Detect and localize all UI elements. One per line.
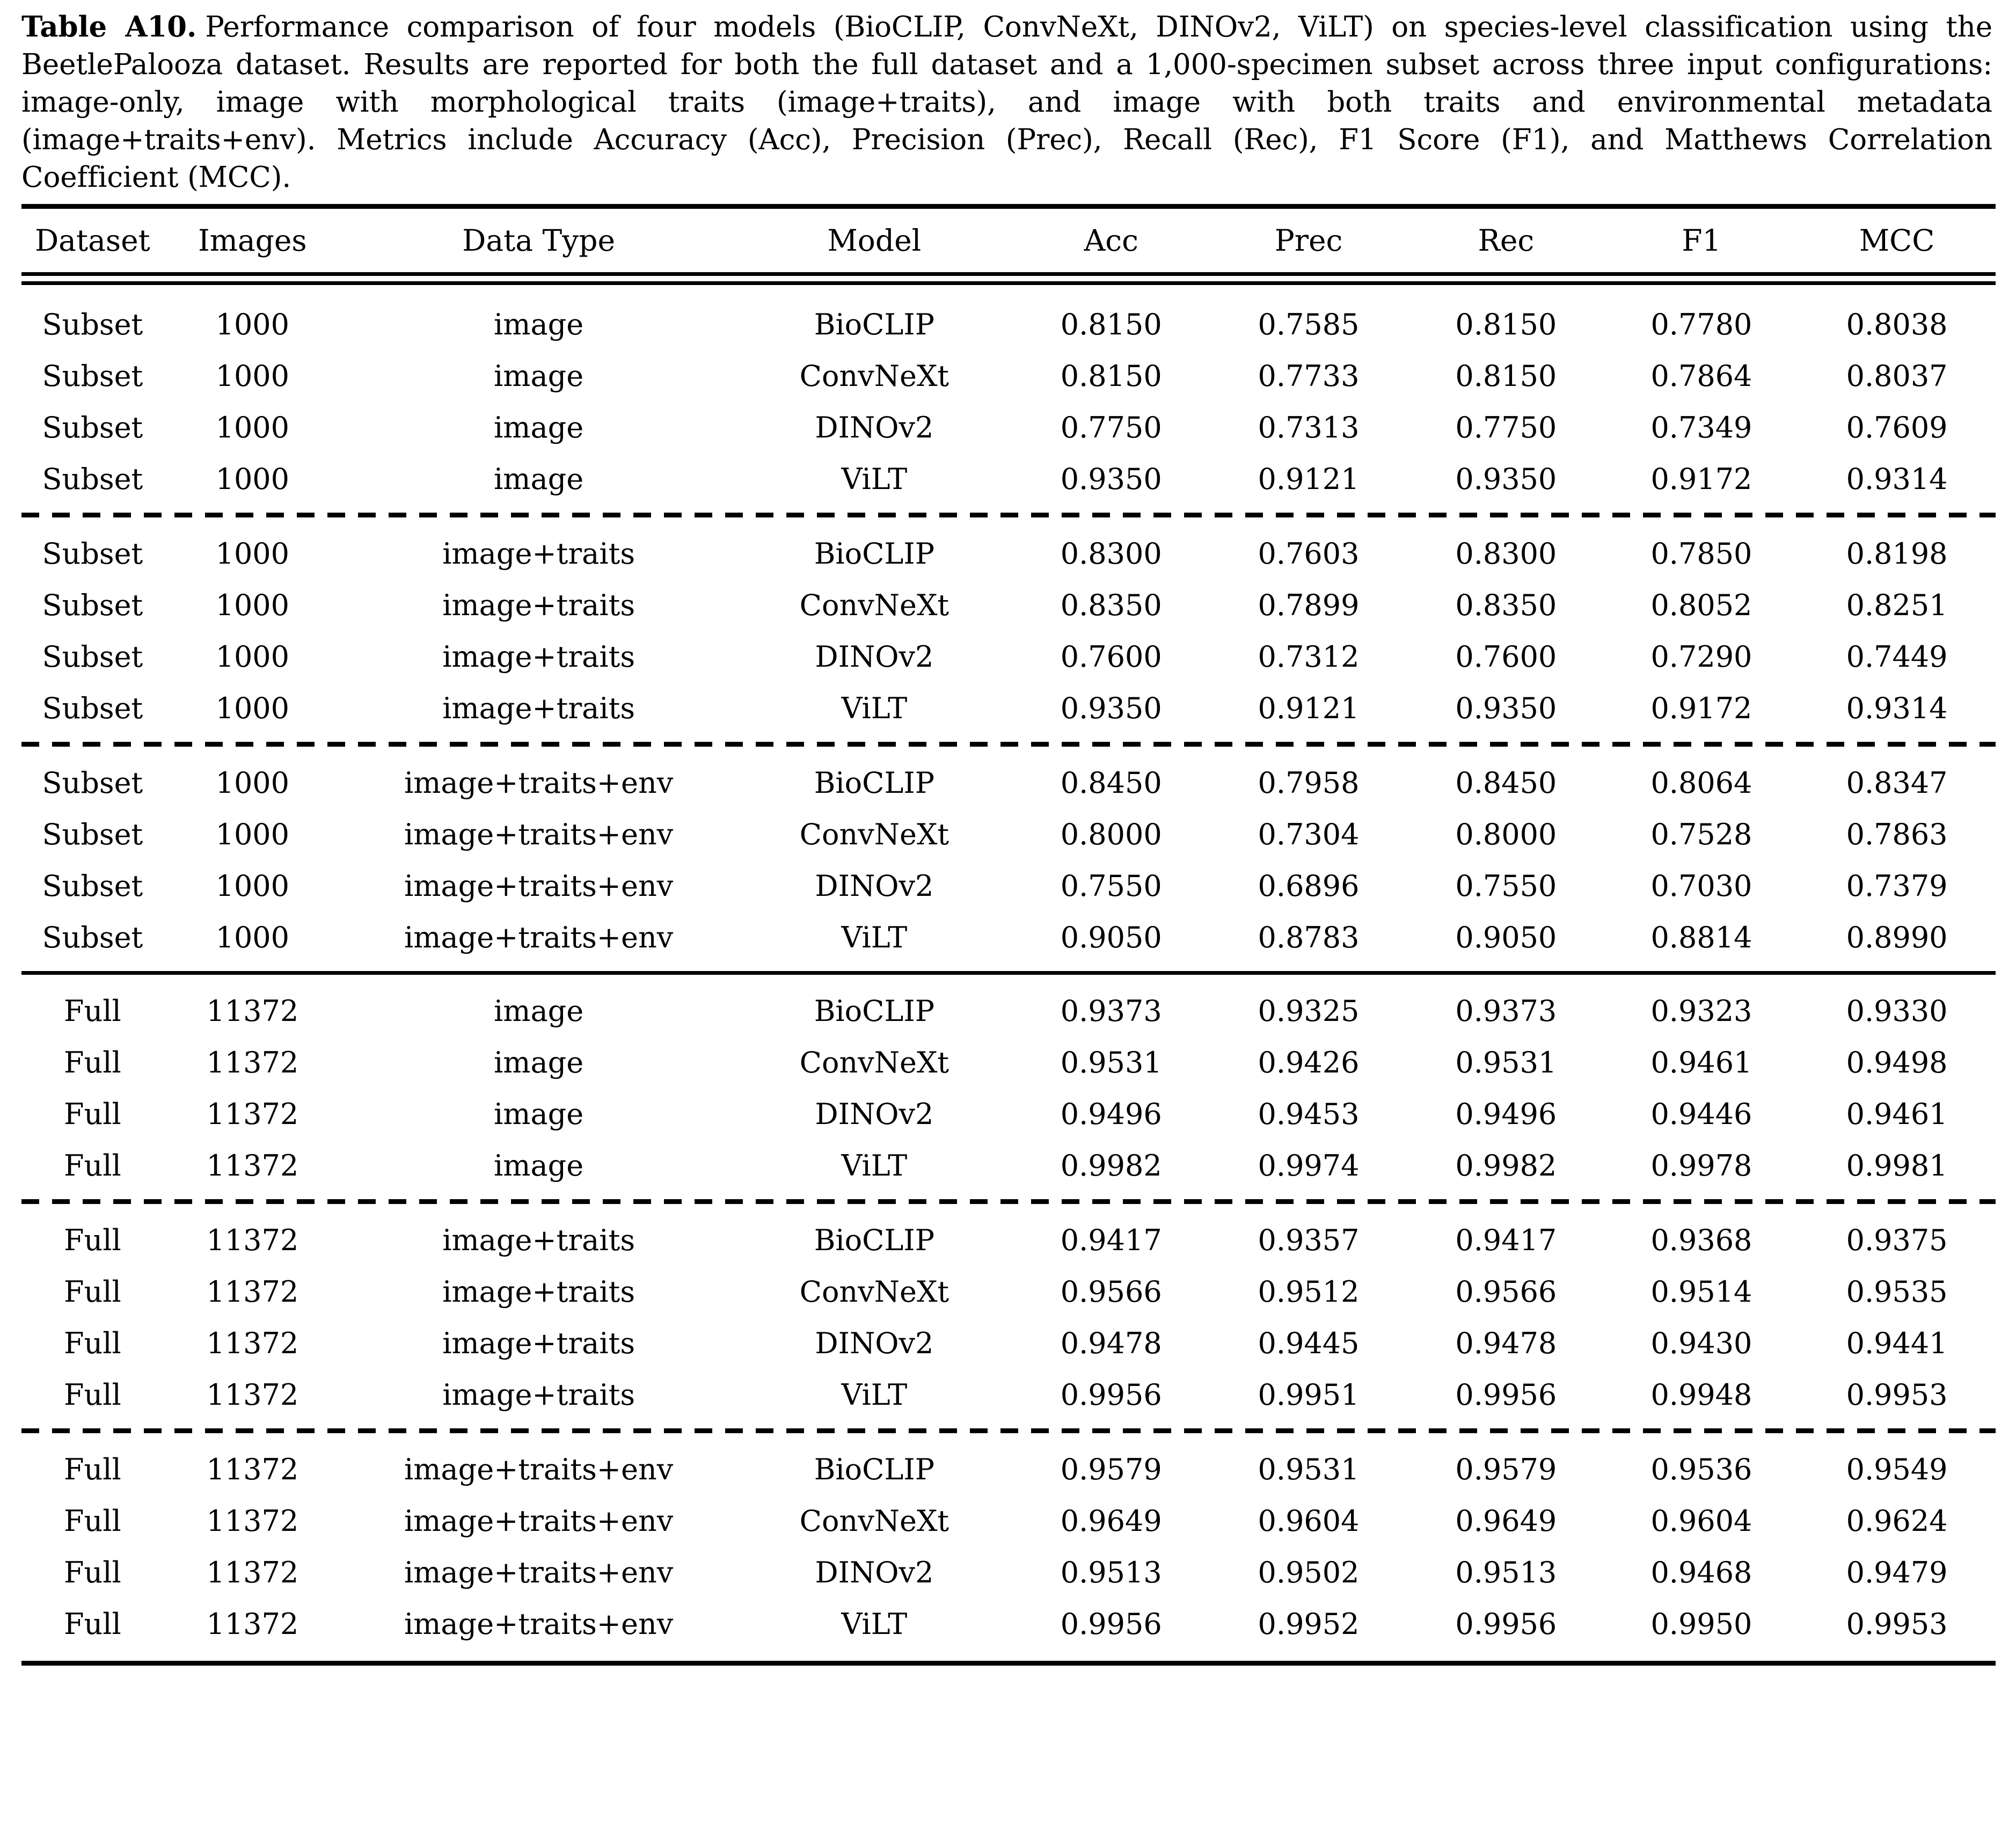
cell-mcc: 0.8198: [1846, 537, 1948, 571]
col-header-prec: Prec: [1274, 223, 1343, 258]
cell-data-type: image+traits: [442, 1326, 636, 1361]
cell-acc: 0.9531: [1060, 1046, 1162, 1080]
cell-dataset: Subset: [42, 308, 143, 342]
cell-prec: 0.9426: [1258, 1046, 1360, 1080]
cell-f1: 0.9948: [1650, 1378, 1752, 1412]
cell-model: ViLT: [841, 462, 908, 497]
block-gap-above-3: [21, 964, 1996, 971]
table-row: [21, 528, 1996, 580]
table-body: [21, 299, 1996, 1650]
cell-acc: 0.8450: [1060, 766, 1162, 800]
cell-dataset: Subset: [42, 411, 143, 445]
cell-mcc: 0.9441: [1846, 1326, 1948, 1361]
cell-prec: 0.7733: [1258, 359, 1360, 393]
cell-acc: 0.9956: [1060, 1607, 1162, 1641]
cell-data-type: image+traits+env: [404, 1453, 674, 1487]
cell-prec: 0.7312: [1258, 640, 1360, 674]
cell-rec: 0.9373: [1455, 994, 1557, 1028]
cell-data-type: image+traits: [442, 1223, 636, 1258]
cell-rec: 0.9496: [1455, 1097, 1557, 1132]
col-header-f1: F1: [1682, 223, 1721, 258]
cell-acc: 0.9050: [1060, 921, 1162, 955]
table-row: [21, 402, 1996, 454]
cell-rec: 0.9050: [1455, 921, 1557, 955]
cell-dataset: Subset: [42, 766, 143, 800]
rule-bottom: [21, 1661, 1996, 1666]
cell-mcc: 0.7449: [1846, 640, 1948, 674]
table-row: [21, 1444, 1996, 1495]
table-row: [21, 454, 1996, 505]
block-gap-below-1: [21, 517, 1996, 528]
cell-f1: 0.7864: [1650, 359, 1752, 393]
cell-model: ConvNeXt: [799, 359, 949, 393]
cell-f1: 0.7290: [1650, 640, 1752, 674]
cell-model: BioCLIP: [814, 1223, 935, 1258]
cell-dataset: Full: [64, 1149, 121, 1183]
cell-model: ViLT: [841, 921, 908, 955]
cell-prec: 0.7899: [1258, 588, 1360, 623]
table-row: [21, 1599, 1996, 1650]
block-separator-dashed-2: [21, 742, 1996, 747]
block-gap-below-4: [21, 1204, 1996, 1215]
cell-mcc: 0.7863: [1846, 818, 1948, 852]
cell-rec: 0.8150: [1455, 308, 1557, 342]
cell-f1: 0.9461: [1650, 1046, 1752, 1080]
block-gap-above-4: [21, 1192, 1996, 1199]
cell-rec: 0.9417: [1455, 1223, 1557, 1258]
cell-rec: 0.7750: [1455, 411, 1557, 445]
cell-model: ViLT: [841, 1607, 908, 1641]
cell-f1: 0.8052: [1650, 588, 1752, 623]
cell-f1: 0.9536: [1650, 1453, 1752, 1487]
cell-data-type: image+traits+env: [404, 1504, 674, 1538]
cell-dataset: Subset: [42, 869, 143, 903]
cell-dataset: Full: [64, 994, 121, 1028]
cell-rec: 0.8000: [1455, 818, 1557, 852]
cell-dataset: Full: [64, 1097, 121, 1132]
cell-mcc: 0.9314: [1846, 462, 1948, 497]
cell-images: 11372: [206, 1149, 299, 1183]
cell-f1: 0.8064: [1650, 766, 1752, 800]
cell-mcc: 0.9953: [1846, 1378, 1948, 1412]
rule-header-under-2: [21, 281, 1996, 285]
cell-model: BioCLIP: [814, 766, 935, 800]
col-header-mcc: MCC: [1859, 223, 1935, 258]
table-row: [21, 1089, 1996, 1140]
block-gap-below-2: [21, 747, 1996, 757]
cell-images: 1000: [215, 537, 290, 571]
cell-images: 11372: [206, 1453, 299, 1487]
cell-images: 11372: [206, 1378, 299, 1412]
cell-model: ViLT: [841, 691, 908, 726]
cell-rec: 0.9956: [1455, 1607, 1557, 1641]
cell-acc: 0.9649: [1060, 1504, 1162, 1538]
cell-acc: 0.7750: [1060, 411, 1162, 445]
table-row: [21, 986, 1996, 1037]
cell-rec: 0.9982: [1455, 1149, 1557, 1183]
cell-f1: 0.9950: [1650, 1607, 1752, 1641]
caption-label: Table A10.: [21, 10, 197, 43]
table-row: [21, 631, 1996, 683]
cell-prec: 0.6896: [1258, 869, 1360, 903]
cell-data-type: image: [494, 1097, 584, 1132]
cell-prec: 0.9951: [1258, 1378, 1360, 1412]
results-table: [21, 204, 1996, 1666]
rule-top: [21, 204, 1996, 209]
cell-acc: 0.9373: [1060, 994, 1162, 1028]
cell-mcc: 0.8990: [1846, 921, 1948, 955]
table-row: [21, 580, 1996, 631]
cell-dataset: Full: [64, 1223, 121, 1258]
cell-prec: 0.7958: [1258, 766, 1360, 800]
cell-data-type: image: [494, 462, 584, 497]
cell-acc: 0.9513: [1060, 1556, 1162, 1590]
cell-images: 11372: [206, 1556, 299, 1590]
cell-dataset: Full: [64, 1556, 121, 1590]
table-caption: [21, 9, 1996, 196]
cell-prec: 0.7585: [1258, 308, 1360, 342]
cell-f1: 0.9430: [1650, 1326, 1752, 1361]
cell-data-type: image+traits+env: [404, 1607, 674, 1641]
cell-images: 11372: [206, 1607, 299, 1641]
table-head: [21, 204, 1996, 299]
cell-acc: 0.7550: [1060, 869, 1162, 903]
rule-header-gap: [21, 276, 1996, 281]
cell-data-type: image+traits: [442, 691, 636, 726]
table-row: [21, 809, 1996, 860]
cell-images: 1000: [215, 588, 290, 623]
block-separator-dashed-1: [21, 513, 1996, 517]
cell-images: 11372: [206, 1046, 299, 1080]
block-gap-below-3: [21, 975, 1996, 986]
cell-mcc: 0.9314: [1846, 691, 1948, 726]
cell-images: 11372: [206, 1275, 299, 1309]
cell-acc: 0.8150: [1060, 308, 1162, 342]
cell-model: BioCLIP: [814, 308, 935, 342]
col-header-acc: Acc: [1084, 223, 1138, 258]
cell-images: 1000: [215, 640, 290, 674]
cell-prec: 0.9325: [1258, 994, 1360, 1028]
cell-rec: 0.9350: [1455, 691, 1557, 726]
cell-images: 1000: [215, 818, 290, 852]
cell-f1: 0.9468: [1650, 1556, 1752, 1590]
cell-mcc: 0.9375: [1846, 1223, 1948, 1258]
cell-prec: 0.9502: [1258, 1556, 1360, 1590]
cell-rec: 0.9513: [1455, 1556, 1557, 1590]
cell-acc: 0.9579: [1060, 1453, 1162, 1487]
cell-dataset: Full: [64, 1326, 121, 1361]
table-row: [21, 1215, 1996, 1266]
block-separator-dashed-4: [21, 1199, 1996, 1204]
block-gap-above-1: [21, 505, 1996, 513]
cell-rec: 0.9350: [1455, 462, 1557, 497]
cell-acc: 0.9496: [1060, 1097, 1162, 1132]
cell-model: DINOv2: [815, 1556, 934, 1590]
cell-rec: 0.9478: [1455, 1326, 1557, 1361]
cell-f1: 0.9368: [1650, 1223, 1752, 1258]
cell-data-type: image: [494, 1046, 584, 1080]
cell-data-type: image+traits+env: [404, 869, 674, 903]
cell-dataset: Subset: [42, 818, 143, 852]
cell-rec: 0.8350: [1455, 588, 1557, 623]
cell-mcc: 0.8251: [1846, 588, 1948, 623]
cell-f1: 0.7528: [1650, 818, 1752, 852]
block-separator-dashed-5: [21, 1428, 1996, 1433]
cell-model: DINOv2: [815, 1097, 934, 1132]
cell-data-type: image+traits: [442, 537, 636, 571]
cell-images: 1000: [215, 308, 290, 342]
cell-model: ConvNeXt: [799, 1275, 949, 1309]
cell-acc: 0.9956: [1060, 1378, 1162, 1412]
cell-f1: 0.7780: [1650, 308, 1752, 342]
table-row: [21, 1266, 1996, 1318]
cell-acc: 0.9417: [1060, 1223, 1162, 1258]
table-row: [21, 1318, 1996, 1369]
cell-images: 11372: [206, 1504, 299, 1538]
cell-prec: 0.7603: [1258, 537, 1360, 571]
cell-mcc: 0.9330: [1846, 994, 1948, 1028]
cell-model: DINOv2: [815, 411, 934, 445]
col-header-images: Images: [198, 223, 307, 258]
cell-data-type: image+traits+env: [404, 1556, 674, 1590]
cell-rec: 0.8450: [1455, 766, 1557, 800]
cell-data-type: image: [494, 359, 584, 393]
cell-f1: 0.9604: [1650, 1504, 1752, 1538]
cell-data-type: image: [494, 1149, 584, 1183]
cell-model: DINOv2: [815, 869, 934, 903]
cell-rec: 0.9649: [1455, 1504, 1557, 1538]
cell-prec: 0.9531: [1258, 1453, 1360, 1487]
cell-mcc: 0.9953: [1846, 1607, 1948, 1641]
cell-data-type: image+traits+env: [404, 818, 674, 852]
cell-acc: 0.8350: [1060, 588, 1162, 623]
cell-model: DINOv2: [815, 640, 934, 674]
cell-images: 11372: [206, 1326, 299, 1361]
cell-data-type: image+traits: [442, 588, 636, 623]
cell-dataset: Subset: [42, 537, 143, 571]
cell-prec: 0.9974: [1258, 1149, 1360, 1183]
cell-acc: 0.9350: [1060, 462, 1162, 497]
cell-f1: 0.7030: [1650, 869, 1752, 903]
cell-prec: 0.9357: [1258, 1223, 1360, 1258]
cell-rec: 0.8150: [1455, 359, 1557, 393]
cell-f1: 0.7850: [1650, 537, 1752, 571]
cell-mcc: 0.8347: [1846, 766, 1948, 800]
cell-prec: 0.7304: [1258, 818, 1360, 852]
cell-prec: 0.9121: [1258, 691, 1360, 726]
cell-model: DINOv2: [815, 1326, 934, 1361]
table-foot: [21, 1650, 1996, 1666]
cell-images: 1000: [215, 691, 290, 726]
cell-dataset: Subset: [42, 921, 143, 955]
cell-dataset: Full: [64, 1504, 121, 1538]
cell-dataset: Full: [64, 1378, 121, 1412]
cell-model: ViLT: [841, 1378, 908, 1412]
cell-data-type: image: [494, 994, 584, 1028]
cell-data-type: image+traits: [442, 1378, 636, 1412]
cell-images: 1000: [215, 411, 290, 445]
cell-images: 11372: [206, 1223, 299, 1258]
cell-images: 11372: [206, 994, 299, 1028]
cell-prec: 0.7313: [1258, 411, 1360, 445]
cell-mcc: 0.8037: [1846, 359, 1948, 393]
cell-model: BioCLIP: [814, 994, 935, 1028]
rule-bottom-space: [21, 1650, 1996, 1661]
cell-mcc: 0.9535: [1846, 1275, 1948, 1309]
table-row: [21, 351, 1996, 402]
cell-mcc: 0.7609: [1846, 411, 1948, 445]
cell-acc: 0.9478: [1060, 1326, 1162, 1361]
cell-dataset: Subset: [42, 588, 143, 623]
caption-text: Performance comparison of four models (BioCLIP, ConvNeXt, DINOv2, ViLT) on species-level classification using the BeetlePalooza dataset. Results are reported for both the full dataset and a 1,000-specimen subset across three input configurations: image-only, image with morphological traits (image+traits), and image with both traits and environmental metadata (image+traits+env). Metrics include Accuracy (Acc), Precision (Prec), Recall (Rec), F1 Score (F1), and Matthews Correlation Coefficient (MCC).: [21, 11, 1992, 194]
cell-dataset: Full: [64, 1046, 121, 1080]
cell-dataset: Full: [64, 1453, 121, 1487]
cell-prec: 0.9453: [1258, 1097, 1360, 1132]
cell-acc: 0.8000: [1060, 818, 1162, 852]
cell-mcc: 0.9479: [1846, 1556, 1948, 1590]
cell-f1: 0.9172: [1650, 691, 1752, 726]
cell-prec: 0.9604: [1258, 1504, 1360, 1538]
table-row: [21, 912, 1996, 964]
cell-f1: 0.9172: [1650, 462, 1752, 497]
table-row: [21, 1140, 1996, 1192]
cell-rec: 0.9566: [1455, 1275, 1557, 1309]
rule-header-space: [21, 285, 1996, 299]
table-row: [21, 757, 1996, 809]
cell-mcc: 0.9549: [1846, 1453, 1948, 1487]
cell-acc: 0.9982: [1060, 1149, 1162, 1183]
cell-images: 1000: [215, 869, 290, 903]
cell-images: 11372: [206, 1097, 299, 1132]
cell-dataset: Subset: [42, 691, 143, 726]
table-row: [21, 299, 1996, 351]
col-header-data-type: Data Type: [462, 223, 616, 258]
block-separator-solid-3: [21, 971, 1996, 975]
block-gap-above-5: [21, 1421, 1996, 1428]
cell-acc: 0.8150: [1060, 359, 1162, 393]
col-header-dataset: Dataset: [35, 223, 150, 258]
cell-rec: 0.9956: [1455, 1378, 1557, 1412]
cell-data-type: image: [494, 411, 584, 445]
table-row: [21, 683, 1996, 734]
cell-f1: 0.9978: [1650, 1149, 1752, 1183]
cell-acc: 0.7600: [1060, 640, 1162, 674]
cell-model: BioCLIP: [814, 537, 935, 571]
cell-images: 1000: [215, 359, 290, 393]
cell-mcc: 0.9498: [1846, 1046, 1948, 1080]
cell-data-type: image+traits: [442, 640, 636, 674]
cell-mcc: 0.7379: [1846, 869, 1948, 903]
cell-model: ConvNeXt: [799, 1046, 949, 1080]
cell-rec: 0.7550: [1455, 869, 1557, 903]
cell-data-type: image: [494, 308, 584, 342]
cell-images: 1000: [215, 462, 290, 497]
cell-dataset: Subset: [42, 640, 143, 674]
table-row: [21, 1495, 1996, 1547]
cell-f1: 0.9514: [1650, 1275, 1752, 1309]
cell-images: 1000: [215, 921, 290, 955]
cell-model: ConvNeXt: [799, 588, 949, 623]
table-row: [21, 1547, 1996, 1599]
cell-model: ConvNeXt: [799, 1504, 949, 1538]
cell-images: 1000: [215, 766, 290, 800]
cell-mcc: 0.8038: [1846, 308, 1948, 342]
cell-acc: 0.9566: [1060, 1275, 1162, 1309]
cell-prec: 0.9952: [1258, 1607, 1360, 1641]
block-gap-above-2: [21, 734, 1996, 742]
cell-f1: 0.9323: [1650, 994, 1752, 1028]
col-header-model: Model: [827, 223, 922, 258]
cell-mcc: 0.9981: [1846, 1149, 1948, 1183]
rule-header-under-1: [21, 272, 1996, 276]
cell-model: BioCLIP: [814, 1453, 935, 1487]
cell-f1: 0.8814: [1650, 921, 1752, 955]
cell-acc: 0.9350: [1060, 691, 1162, 726]
cell-dataset: Full: [64, 1275, 121, 1309]
table-row: [21, 1369, 1996, 1421]
table-header-row: [21, 209, 1996, 272]
cell-prec: 0.9121: [1258, 462, 1360, 497]
cell-model: ConvNeXt: [799, 818, 949, 852]
cell-data-type: image+traits+env: [404, 921, 674, 955]
cell-data-type: image+traits: [442, 1275, 636, 1309]
table-row: [21, 1037, 1996, 1089]
cell-data-type: image+traits+env: [404, 766, 674, 800]
cell-rec: 0.8300: [1455, 537, 1557, 571]
cell-prec: 0.8783: [1258, 921, 1360, 955]
col-header-rec: Rec: [1478, 223, 1535, 258]
cell-rec: 0.9579: [1455, 1453, 1557, 1487]
cell-rec: 0.7600: [1455, 640, 1557, 674]
block-gap-below-5: [21, 1433, 1996, 1444]
cell-acc: 0.8300: [1060, 537, 1162, 571]
cell-f1: 0.9446: [1650, 1097, 1752, 1132]
cell-prec: 0.9445: [1258, 1326, 1360, 1361]
cell-mcc: 0.9624: [1846, 1504, 1948, 1538]
cell-prec: 0.9512: [1258, 1275, 1360, 1309]
cell-f1: 0.7349: [1650, 411, 1752, 445]
cell-dataset: Subset: [42, 462, 143, 497]
table-row: [21, 860, 1996, 912]
cell-model: ViLT: [841, 1149, 908, 1183]
cell-mcc: 0.9461: [1846, 1097, 1948, 1132]
cell-dataset: Subset: [42, 359, 143, 393]
cell-dataset: Full: [64, 1607, 121, 1641]
cell-rec: 0.9531: [1455, 1046, 1557, 1080]
